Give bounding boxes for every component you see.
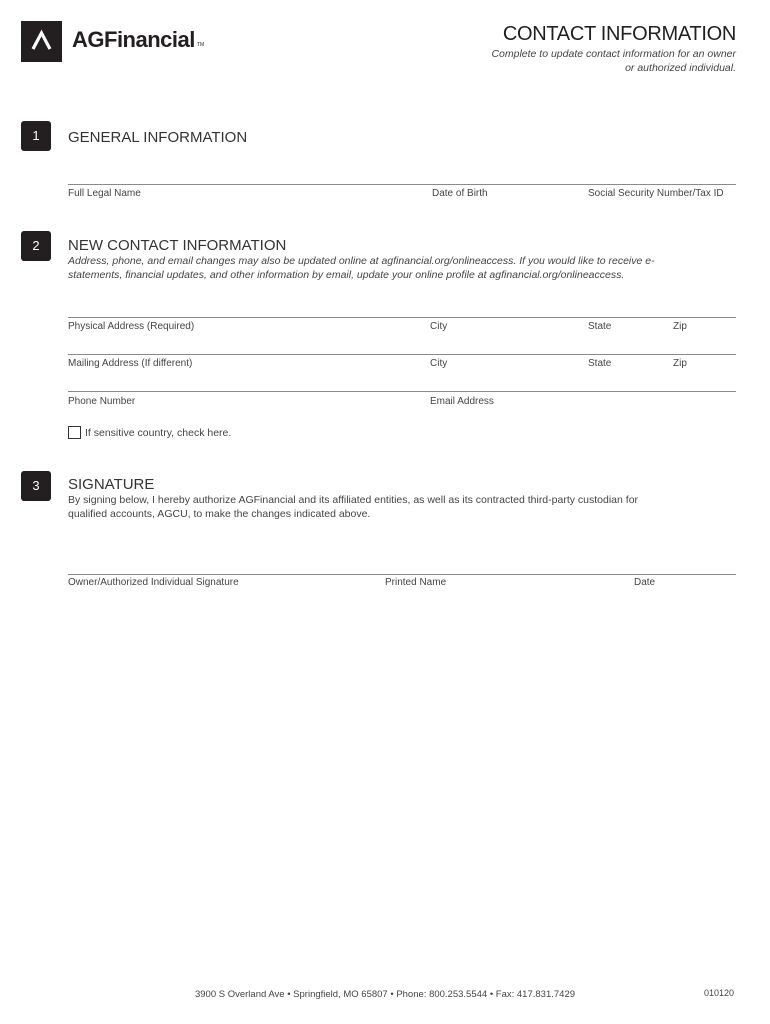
field-signature-date[interactable]: Date bbox=[634, 577, 656, 588]
mailing-address-rule bbox=[68, 354, 736, 355]
document-title: CONTACT INFORMATION bbox=[502, 23, 736, 45]
contact-rule bbox=[68, 391, 736, 392]
agfinancial-logo-mark bbox=[21, 21, 62, 62]
field-mailing-city[interactable]: City bbox=[430, 358, 448, 369]
section-2-note-line-1: Address, phone, and email changes may also be updated online at agfinancial.org/onlineaccess. If you would like to receive e- bbox=[68, 255, 655, 267]
field-physical-address[interactable]: Physical Address (Required) bbox=[68, 321, 195, 332]
section-3-badge: 3 bbox=[21, 471, 51, 501]
field-physical-city[interactable]: City bbox=[430, 321, 448, 332]
section-1-title: GENERAL INFORMATION bbox=[68, 129, 248, 146]
subtitle-line-2: or authorized individual. bbox=[625, 62, 736, 74]
section-3-title: SIGNATURE bbox=[68, 476, 155, 493]
form-code: 010120 bbox=[703, 988, 734, 998]
field-ssn-tax-id[interactable]: Social Security Number/Tax ID bbox=[588, 188, 724, 199]
field-physical-zip[interactable]: Zip bbox=[673, 321, 687, 332]
field-date-of-birth[interactable]: Date of Birth bbox=[432, 188, 488, 199]
field-phone-number[interactable]: Phone Number bbox=[68, 396, 136, 407]
field-owner-signature[interactable]: Owner/Authorized Individual Signature bbox=[68, 577, 239, 588]
subtitle-line-1: Complete to update contact information for an owner bbox=[491, 48, 736, 60]
section-1-badge: 1 bbox=[21, 121, 51, 151]
brand-trademark: TM bbox=[197, 42, 205, 48]
signature-rule bbox=[68, 574, 736, 575]
section-2-note-line-2: statements, financial updates, and other information by email, update your online profile at agfinancial.org/onlineaccess. bbox=[68, 269, 625, 281]
sensitive-country-checkbox[interactable] bbox=[68, 426, 81, 439]
physical-address-rule bbox=[68, 317, 736, 318]
field-email-address[interactable]: Email Address bbox=[430, 396, 494, 407]
document-subtitle bbox=[436, 47, 736, 75]
section-3-note-line-2: qualified accounts, AGCU, to make the changes indicated above. bbox=[68, 508, 371, 520]
footer-address: 3900 S Overland Ave • Springfield, MO 65807 • Phone: 800.253.5544 • Fax: 417.831.7429 bbox=[194, 989, 576, 1000]
section-2-title: NEW CONTACT INFORMATION bbox=[68, 237, 287, 254]
field-physical-state[interactable]: State bbox=[588, 321, 612, 332]
brand-name: AGFinancial bbox=[72, 27, 195, 52]
field-mailing-state[interactable]: State bbox=[588, 358, 612, 369]
field-printed-name[interactable]: Printed Name bbox=[385, 577, 447, 588]
section-3-note bbox=[68, 493, 736, 521]
general-info-rule bbox=[68, 184, 736, 185]
sensitive-country-label: If sensitive country, check here. bbox=[85, 427, 232, 439]
field-mailing-address[interactable]: Mailing Address (If different) bbox=[68, 358, 193, 369]
section-2-badge: 2 bbox=[21, 231, 51, 261]
field-mailing-zip[interactable]: Zip bbox=[673, 358, 687, 369]
section-2-note bbox=[68, 254, 736, 282]
section-3-note-line-1: By signing below, I hereby authorize AGFinancial and its affiliated entities, as well as its contracted third-party custodian for bbox=[68, 494, 639, 506]
field-full-legal-name[interactable]: Full Legal Name bbox=[68, 188, 141, 199]
